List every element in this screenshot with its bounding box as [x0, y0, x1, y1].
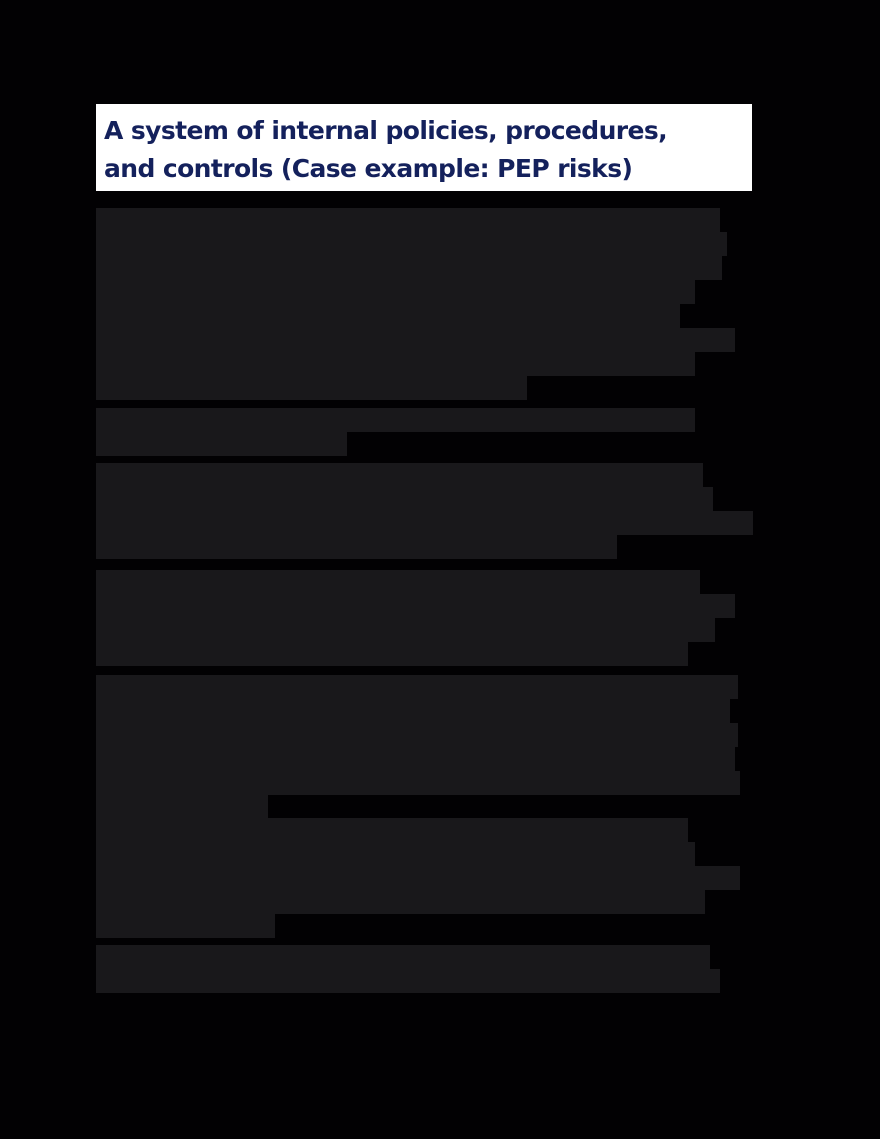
- redacted-text-line: [96, 511, 753, 535]
- paragraph-6: [96, 818, 740, 938]
- redacted-text-line: [96, 535, 617, 559]
- redacted-text-line: [96, 618, 715, 642]
- title-line-2: and controls (Case example: PEP risks): [104, 154, 633, 183]
- redacted-text-line: [96, 747, 735, 771]
- redacted-text-line: [96, 432, 347, 456]
- redacted-text-line: [96, 969, 720, 993]
- redacted-text-line: [96, 376, 527, 400]
- redacted-text-line: [96, 208, 720, 232]
- redacted-text-line: [96, 771, 740, 795]
- redacted-text-line: [96, 914, 275, 938]
- redacted-text-line: [96, 463, 703, 487]
- redacted-text-line: [96, 945, 710, 969]
- redacted-text-line: [96, 594, 735, 618]
- paragraph-5: [96, 675, 740, 819]
- paragraph-7: [96, 945, 720, 993]
- redacted-text-line: [96, 232, 727, 256]
- redacted-text-line: [96, 352, 695, 376]
- redacted-text-line: [96, 328, 735, 352]
- redacted-text-line: [96, 866, 740, 890]
- paragraph-2: [96, 408, 695, 456]
- redacted-text-line: [96, 675, 738, 699]
- redacted-text-line: [96, 408, 695, 432]
- redacted-text-line: [96, 280, 695, 304]
- redacted-text-line: [96, 487, 713, 511]
- redacted-text-line: [96, 256, 722, 280]
- redacted-text-line: [96, 304, 680, 328]
- title-banner: [96, 104, 752, 191]
- paragraph-1: [96, 208, 735, 400]
- paragraph-3: [96, 463, 753, 559]
- page-title: [104, 112, 744, 188]
- redacted-text-line: [96, 890, 705, 914]
- title-line-1: A system of internal policies, procedures,: [104, 116, 668, 145]
- redacted-text-line: [96, 818, 688, 842]
- redacted-text-line: [96, 723, 738, 747]
- redacted-text-line: [96, 570, 700, 594]
- redacted-text-line: [96, 642, 688, 666]
- paragraph-4: [96, 570, 735, 666]
- redacted-text-line: [96, 842, 695, 866]
- redacted-text-line: [96, 795, 268, 819]
- redacted-text-line: [96, 699, 730, 723]
